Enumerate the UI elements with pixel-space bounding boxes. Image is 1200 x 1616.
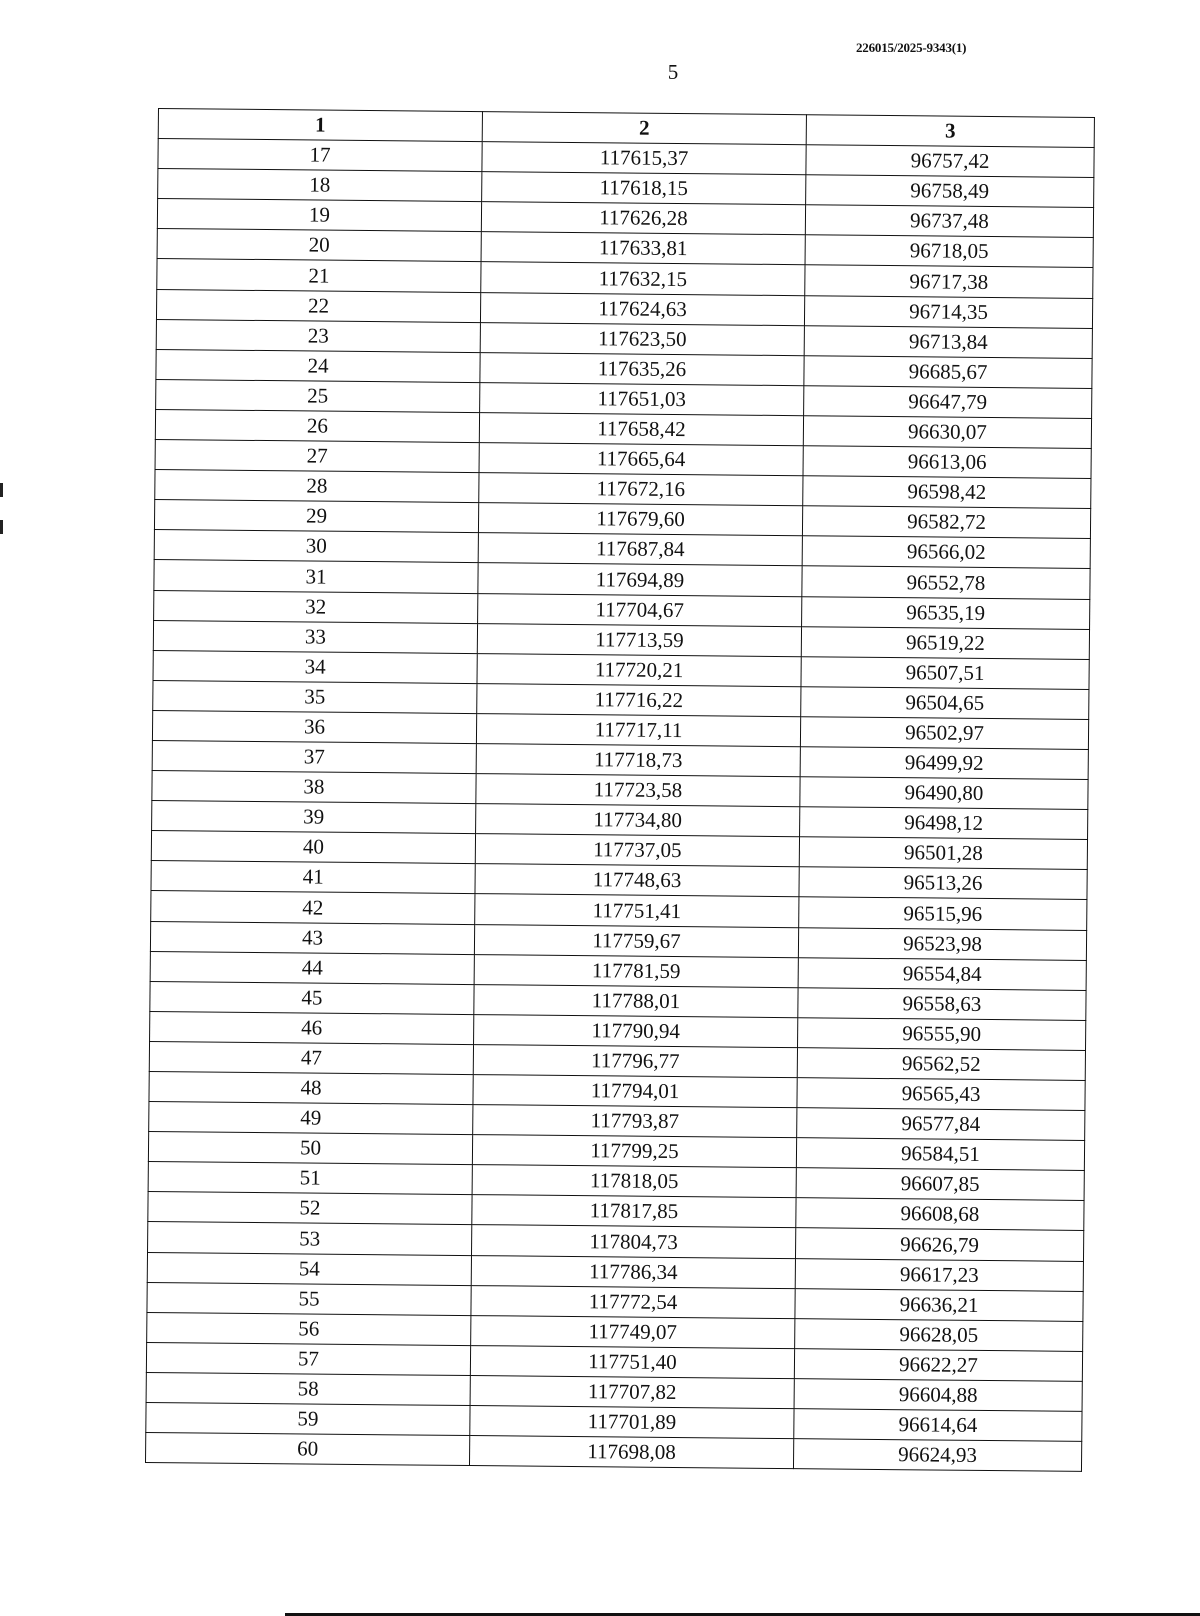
table-cell-col-2: 117723,58 bbox=[476, 774, 800, 807]
table-cell-col-1: 35 bbox=[153, 680, 477, 713]
table-cell-col-2: 117748,63 bbox=[475, 864, 799, 897]
table-cell-col-1: 25 bbox=[156, 379, 480, 412]
table-cell-col-1: 34 bbox=[153, 650, 477, 683]
table-cell-col-3: 96502,97 bbox=[800, 717, 1088, 750]
table-cell-col-1: 50 bbox=[148, 1132, 472, 1165]
table-cell-col-3: 96507,51 bbox=[801, 656, 1089, 689]
coordinates-table bbox=[145, 108, 1095, 1472]
table-cell-col-1: 23 bbox=[156, 319, 480, 352]
table-cell-col-2: 117790,94 bbox=[474, 1014, 798, 1047]
table-cell-col-2: 117751,40 bbox=[470, 1345, 794, 1378]
table-cell-col-2: 117698,08 bbox=[469, 1436, 793, 1469]
table-cell-col-1: 31 bbox=[154, 560, 478, 593]
table-cell-col-3: 96636,21 bbox=[795, 1288, 1083, 1321]
table-cell-col-2: 117651,03 bbox=[480, 382, 804, 415]
table-cell-col-2: 117720,21 bbox=[477, 653, 801, 686]
table-cell-col-2: 117751,41 bbox=[475, 894, 799, 927]
table-cell-col-3: 96617,23 bbox=[795, 1258, 1083, 1291]
table-cell-col-1: 54 bbox=[147, 1252, 471, 1285]
table-cell-col-3: 96555,90 bbox=[798, 1017, 1086, 1050]
table-cell-col-1: 37 bbox=[152, 740, 476, 773]
table-cell-col-2: 117624,63 bbox=[480, 292, 804, 325]
table-cell-col-3: 96628,05 bbox=[795, 1318, 1083, 1351]
table-cell-col-3: 96554,84 bbox=[798, 957, 1086, 990]
table-cell-col-3: 96608,68 bbox=[796, 1198, 1084, 1231]
table-cell-col-2: 117772,54 bbox=[471, 1285, 795, 1318]
scan-edge-mark bbox=[0, 520, 3, 534]
table-cell-col-2: 117749,07 bbox=[471, 1315, 795, 1348]
table-cell-col-2: 117633,81 bbox=[481, 232, 805, 265]
coordinates-table-container bbox=[145, 108, 1094, 1472]
table-cell-col-2: 117786,34 bbox=[471, 1255, 795, 1288]
table-cell-col-1: 20 bbox=[157, 229, 481, 262]
table-cell-col-3: 96717,38 bbox=[805, 265, 1093, 298]
table-cell-col-2: 117796,77 bbox=[473, 1044, 797, 1077]
column-header-2: 2 bbox=[482, 112, 806, 145]
table-cell-col-2: 117818,05 bbox=[472, 1165, 796, 1198]
document-reference: 226015/2025-9343(1) bbox=[856, 40, 967, 55]
table-cell-col-3: 96535,19 bbox=[802, 596, 1090, 629]
table-cell-col-1: 49 bbox=[149, 1102, 473, 1135]
column-header-1: 1 bbox=[158, 109, 482, 142]
table-cell-col-1: 36 bbox=[152, 710, 476, 743]
table-cell-col-2: 117804,73 bbox=[472, 1225, 796, 1258]
table-cell-col-2: 117716,22 bbox=[477, 683, 801, 716]
table-cell-col-1: 59 bbox=[146, 1402, 470, 1435]
table-cell-col-1: 48 bbox=[149, 1071, 473, 1104]
table-cell-col-2: 117635,26 bbox=[480, 352, 804, 385]
table-cell-col-1: 55 bbox=[147, 1282, 471, 1315]
table-cell-col-1: 43 bbox=[150, 921, 474, 954]
table-cell-col-3: 96519,22 bbox=[801, 626, 1089, 659]
table-cell-col-2: 117718,73 bbox=[476, 744, 800, 777]
table-cell-col-1: 47 bbox=[149, 1041, 473, 1074]
table-cell-col-1: 19 bbox=[157, 199, 481, 232]
table-cell-col-3: 96630,07 bbox=[803, 416, 1091, 449]
table-cell-col-2: 117737,05 bbox=[475, 834, 799, 867]
table-cell-col-2: 117694,89 bbox=[478, 563, 802, 596]
table-cell-col-1: 32 bbox=[154, 590, 478, 623]
table-cell-col-3: 96499,92 bbox=[800, 747, 1088, 780]
table-cell-col-2: 117713,59 bbox=[477, 623, 801, 656]
table-cell-col-2: 117707,82 bbox=[470, 1375, 794, 1408]
table-cell-col-1: 45 bbox=[150, 981, 474, 1014]
table-cell-col-3: 96566,02 bbox=[802, 536, 1090, 569]
table-cell-col-2: 117701,89 bbox=[470, 1406, 794, 1439]
table-cell-col-1: 39 bbox=[152, 801, 476, 834]
table-cell-col-2: 117788,01 bbox=[474, 984, 798, 1017]
table-cell-col-1: 60 bbox=[145, 1433, 469, 1466]
table-cell-col-3: 96513,26 bbox=[799, 867, 1087, 900]
table-cell-col-2: 117687,84 bbox=[478, 533, 802, 566]
table-cell-col-3: 96562,52 bbox=[797, 1048, 1085, 1081]
table-cell-col-3: 96758,49 bbox=[806, 175, 1094, 208]
table-cell-col-2: 117632,15 bbox=[481, 262, 805, 295]
table-cell-col-1: 56 bbox=[147, 1312, 471, 1345]
scan-edge-mark bbox=[0, 483, 3, 497]
table-cell-col-1: 44 bbox=[150, 951, 474, 984]
table-cell-col-1: 30 bbox=[154, 530, 478, 563]
table-cell-col-3: 96577,84 bbox=[797, 1108, 1085, 1141]
table-cell-col-3: 96614,64 bbox=[794, 1409, 1082, 1442]
table-cell-col-1: 18 bbox=[158, 169, 482, 202]
table-cell-col-3: 96498,12 bbox=[800, 807, 1088, 840]
table-cell-col-3: 96714,35 bbox=[804, 295, 1092, 328]
table-cell-col-3: 96558,63 bbox=[798, 987, 1086, 1020]
table-cell-col-3: 96607,85 bbox=[796, 1168, 1084, 1201]
table-cell-col-3: 96613,06 bbox=[803, 446, 1091, 479]
column-header-3: 3 bbox=[806, 115, 1094, 148]
table-cell-col-3: 96685,67 bbox=[804, 355, 1092, 388]
table-cell-col-3: 96624,93 bbox=[793, 1439, 1081, 1472]
table-cell-col-1: 53 bbox=[148, 1222, 472, 1255]
table-cell-col-1: 26 bbox=[155, 409, 479, 442]
table-cell-col-3: 96718,05 bbox=[805, 235, 1093, 268]
table-cell-col-1: 29 bbox=[154, 500, 478, 533]
table-cell-col-1: 51 bbox=[148, 1162, 472, 1195]
table-cell-col-1: 41 bbox=[151, 861, 475, 894]
table-cell-col-3: 96515,96 bbox=[799, 897, 1087, 930]
table-cell-col-3: 96604,88 bbox=[794, 1379, 1082, 1412]
table-cell-col-1: 22 bbox=[156, 289, 480, 322]
table-cell-col-3: 96622,27 bbox=[794, 1349, 1082, 1382]
table-cell-col-1: 52 bbox=[148, 1192, 472, 1225]
table-cell-col-1: 27 bbox=[155, 440, 479, 473]
table-cell-col-1: 21 bbox=[157, 259, 481, 292]
table-cell-col-2: 117734,80 bbox=[476, 804, 800, 837]
table-cell-col-2: 117679,60 bbox=[478, 503, 802, 536]
table-cell-col-1: 33 bbox=[153, 620, 477, 653]
table-cell-col-1: 28 bbox=[155, 470, 479, 503]
table-cell-col-3: 96598,42 bbox=[803, 476, 1091, 509]
table-cell-col-3: 96626,79 bbox=[795, 1228, 1083, 1261]
page-number: 5 bbox=[667, 60, 679, 84]
table-cell-col-2: 117672,16 bbox=[479, 473, 803, 506]
table-cell-col-3: 96490,80 bbox=[800, 777, 1088, 810]
table-cell-col-2: 117781,59 bbox=[474, 954, 798, 987]
table-cell-col-2: 117618,15 bbox=[482, 172, 806, 205]
table-cell-col-1: 46 bbox=[150, 1011, 474, 1044]
table-cell-col-3: 96523,98 bbox=[798, 927, 1086, 960]
table-cell-col-1: 58 bbox=[146, 1372, 470, 1405]
table-cell-col-1: 57 bbox=[146, 1342, 470, 1375]
table-cell-col-2: 117704,67 bbox=[478, 593, 802, 626]
table-cell-col-3: 96552,78 bbox=[802, 566, 1090, 599]
table-cell-col-2: 117793,87 bbox=[473, 1105, 797, 1138]
table-cell-col-1: 24 bbox=[156, 349, 480, 382]
table-cell-col-3: 96713,84 bbox=[804, 325, 1092, 358]
table-cell-col-3: 96582,72 bbox=[802, 506, 1090, 539]
table-cell-col-3: 96737,48 bbox=[805, 205, 1093, 238]
table-cell-col-2: 117799,25 bbox=[472, 1135, 796, 1168]
table-cell-col-1: 40 bbox=[151, 831, 475, 864]
table-cell-col-2: 117623,50 bbox=[480, 322, 804, 355]
table-cell-col-2: 117759,67 bbox=[474, 924, 798, 957]
table-cell-col-2: 117615,37 bbox=[482, 142, 806, 175]
table-body bbox=[145, 139, 1094, 1472]
table-cell-col-2: 117817,85 bbox=[472, 1195, 796, 1228]
table-cell-col-3: 96647,79 bbox=[804, 386, 1092, 419]
table-cell-col-1: 38 bbox=[152, 771, 476, 804]
table-cell-col-1: 42 bbox=[151, 891, 475, 924]
table-cell-col-2: 117794,01 bbox=[473, 1075, 797, 1108]
table-cell-col-2: 117626,28 bbox=[481, 202, 805, 235]
table-cell-col-1: 17 bbox=[158, 139, 482, 172]
table-cell-col-2: 117658,42 bbox=[479, 413, 803, 446]
table-cell-col-3: 96757,42 bbox=[806, 145, 1094, 178]
table-cell-col-3: 96565,43 bbox=[797, 1078, 1085, 1111]
table-cell-col-3: 96501,28 bbox=[799, 837, 1087, 870]
table-cell-col-2: 117665,64 bbox=[479, 443, 803, 476]
table-cell-col-3: 96504,65 bbox=[801, 686, 1089, 719]
table-cell-col-3: 96584,51 bbox=[796, 1138, 1084, 1171]
table-cell-col-2: 117717,11 bbox=[476, 713, 800, 746]
